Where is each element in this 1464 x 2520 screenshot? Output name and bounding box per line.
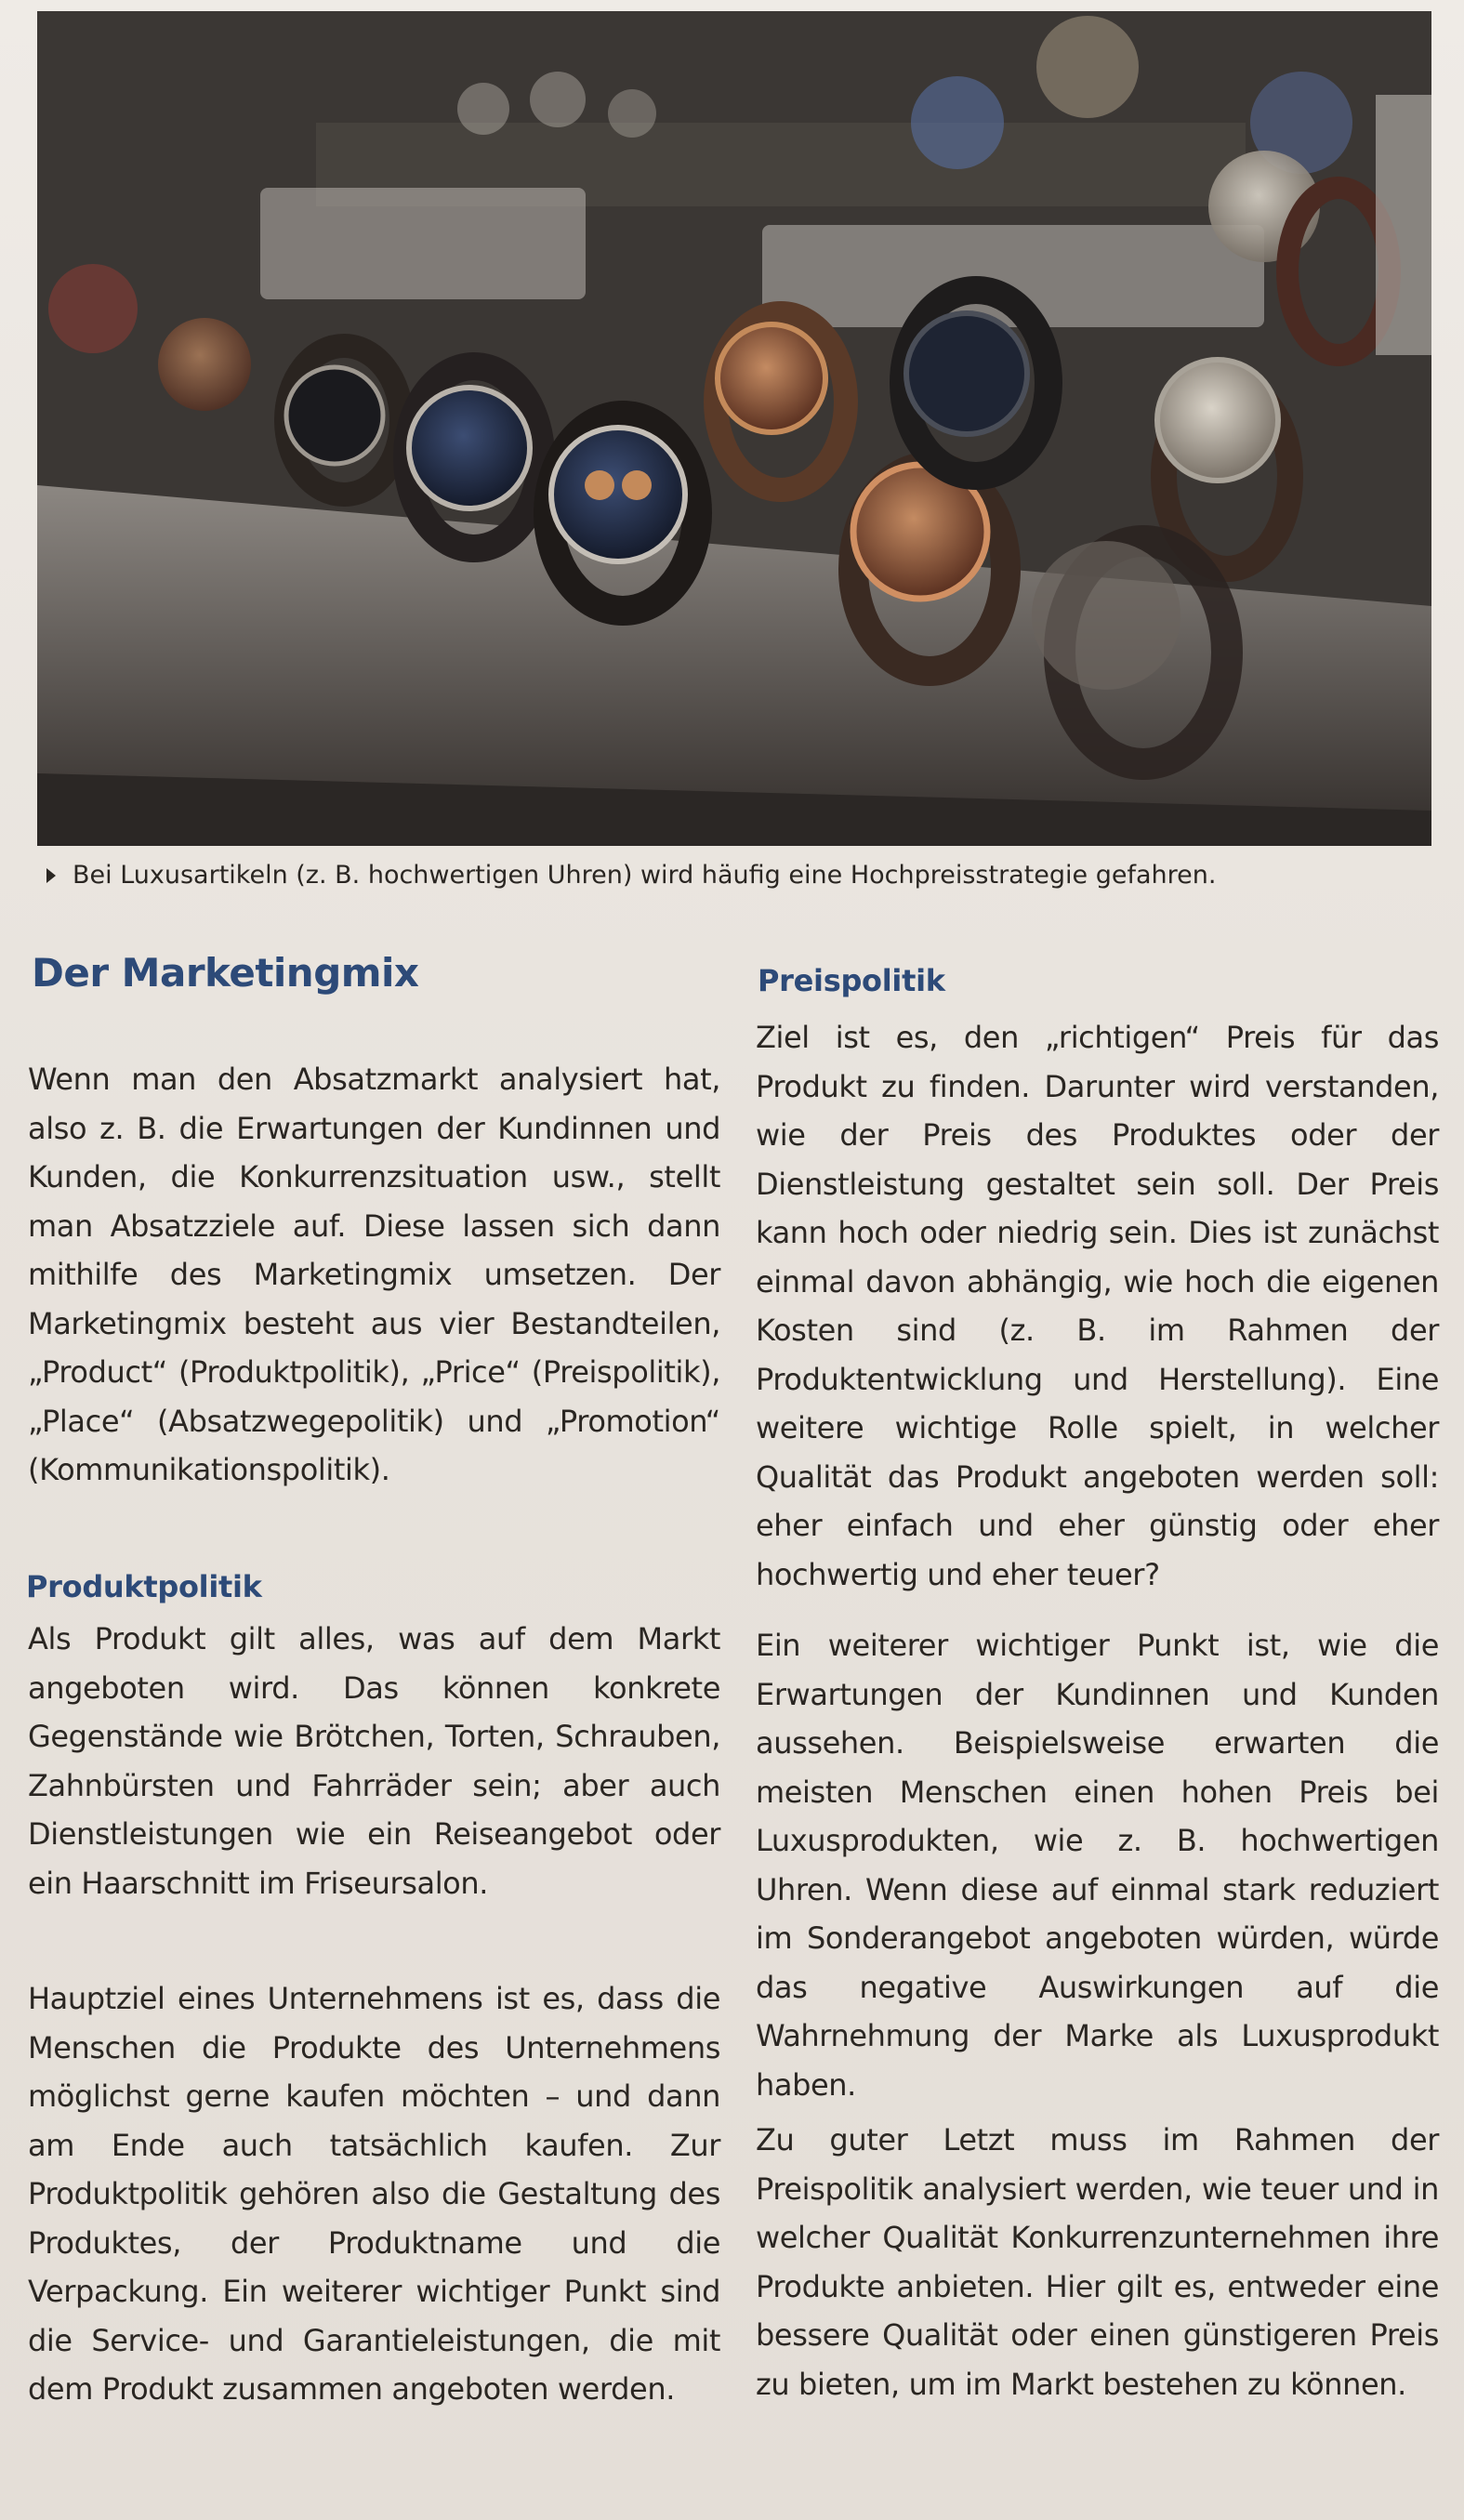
produktpolitik-paragraph-1: Als Produkt gilt alles, was auf dem Markt angeboten wird. Das können konkrete Gegenstände wie Brötchen, Torten, Schrauben, Zahnbürsten und Fahrräder sein; aber auch Dienstleistungen wie ein Reiseangebot oder ein Haarschnitt im Friseursalon. xyxy=(28,1621,720,1901)
intro-paragraph: Wenn man den Absatzmarkt analysiert hat, also z. B. die Erwartungen der Kundinnen und Kunden, die Konkurrenzsituation usw., stellt man Absatzziele auf. Diese lassen sich dann mithilfe des Marketingmix umsetzen. Der Marketingmix besteht aus vier Bestandteilen, „Product“ (Produktpolitik), „Price“ (Preispolitik), „Place“ (Absatzwegepolitik) und „Promotion“ (Kommunikationspolitik). xyxy=(28,1062,720,1487)
section-heading-marketingmix: Der Marketingmix xyxy=(32,950,419,996)
preispolitik-paragraph-3: Zu guter Letzt muss im Rahmen der Preispolitik analysiert werden, wie teuer und in welcher Qualität Konkurrenzunternehmen ihre Produkte anbieten. Hier gilt es, entweder eine bessere Qualität oder einen günstigeren Preis zu bieten, um im Markt bestehen zu können. xyxy=(756,2122,1439,2402)
watch-display-illustration xyxy=(37,11,1431,846)
subheading-produktpolitik: Produktpolitik xyxy=(26,1569,262,1604)
preispolitik-paragraph-1: Ziel ist es, den „richtigen“ Preis für das Produkt zu finden. Darunter wird verstanden, wie der Preis des Produktes oder der Dienstleistung gestaltet sein soll. Der Preis kann hoch oder niedrig sein. Dies ist zunächst einmal davon abhängig, wie hoch die eigenen Kosten sind (z. B. im Rahmen der Produktentwicklung und Herstellung). Eine weitere wichtige Rolle spielt, in welcher Qualität das Produkt angeboten werden soll: eher einfach und eher günstig oder eher hochwertig und eher teuer? xyxy=(756,1020,1439,1592)
preispolitik-paragraph-2: Ein weiterer wichtiger Punkt ist, wie die Erwartungen der Kundinnen und Kunden aussehen. Beispielsweise erwarten die meisten Menschen einen hohen Preis bei Luxusprodukten, wie z. B. hochwertigen Uhren. Wenn diese auf einmal stark reduziert im Sonderangebot angeboten würden, würde das negative Auswirkungen auf die Wahrnehmung der Marke als Luxusprodukt haben. xyxy=(756,1628,1439,2103)
produktpolitik-paragraph-2: Hauptziel eines Unternehmens ist es, dass die Menschen die Produkte des Unternehmens möglichst gerne kaufen möchten – und dann am Ende auch tatsächlich kaufen. Zur Produktpolitik gehören also die Gestaltung des Produktes, der Produktname und die Verpackung. Ein weiterer wichtiger Punkt sind die Service- und Garantieleistungen, die mit dem Produkt zusammen angeboten werden. xyxy=(28,1981,720,2407)
caption-text: Bei Luxusartikeln (z. B. hochwertigen Uhren) wird häufig eine Hochpreisstrategie gefahren. xyxy=(73,861,1217,890)
watch-display-photo xyxy=(37,11,1431,846)
caption-arrow-icon xyxy=(46,868,56,883)
subheading-preispolitik: Preispolitik xyxy=(758,963,945,998)
photo-caption xyxy=(41,857,1417,894)
